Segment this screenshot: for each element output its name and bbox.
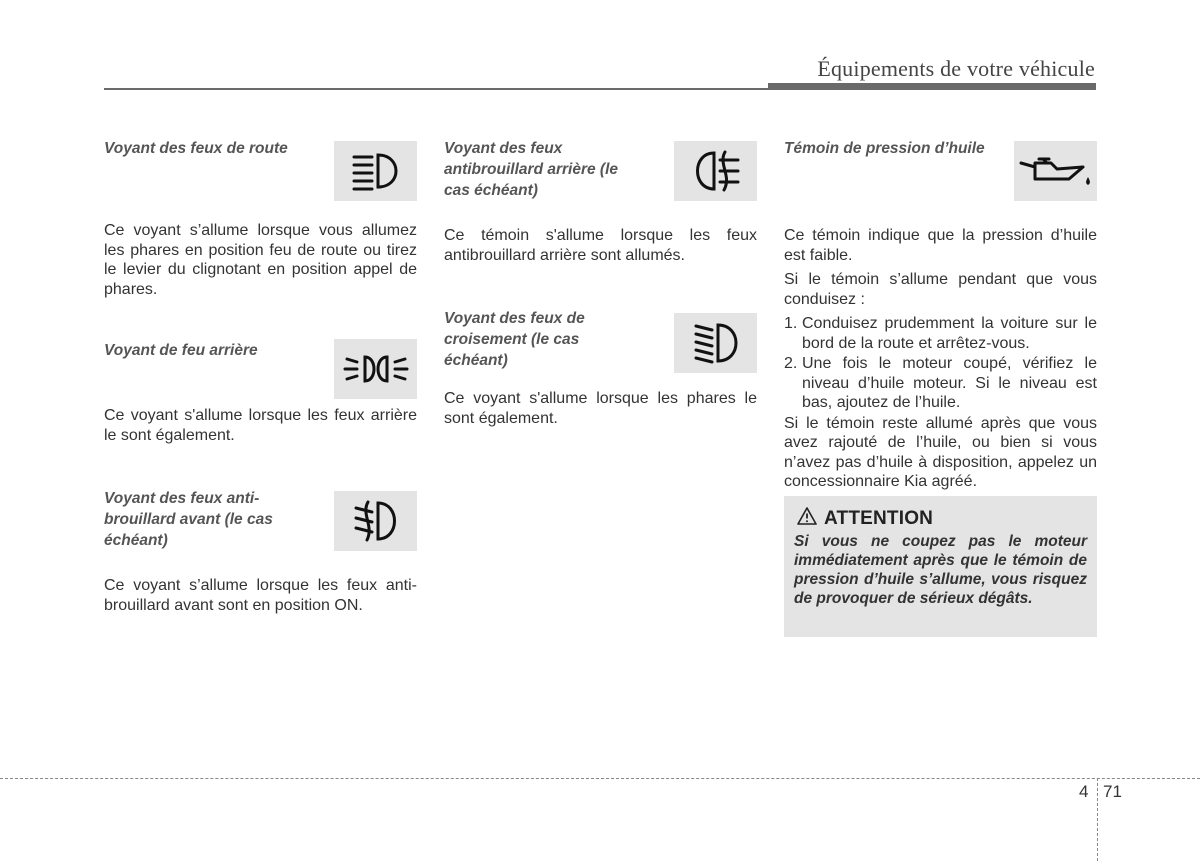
- header-rule: [104, 88, 768, 90]
- attention-text: Si vous ne coupez pas le moteur immédiatement après que le témoin de pression d’huile s’allume, vous risquez de provoquer de sérieux dégâts.: [794, 533, 1087, 607]
- rear-fog-light-icon: [674, 141, 757, 201]
- oil-pressure-steps: [784, 314, 1097, 413]
- attention-header: [796, 506, 933, 531]
- chapter-number: 4: [1079, 782, 1089, 801]
- section-title-tail-light: Voyant de feu arrière: [104, 342, 258, 359]
- oil-pressure-outro: Si le témoin reste allumé après que vous avez rajouté de l’huile, ou bien si vous n’avez pas d’huile à disposition, appelez un concessionnaire Kia agréé.: [784, 414, 1097, 490]
- page-header-title: Équipements de votre véhicule: [817, 56, 1095, 81]
- low-beam-icon: [674, 313, 757, 373]
- low-beam-description: Ce voyant s'allume lorsque les phares le sont également.: [444, 390, 757, 427]
- page-number: 71: [1103, 782, 1122, 801]
- front-fog-light-icon: [334, 491, 417, 551]
- section-title-high-beam: Voyant des feux de route: [104, 140, 288, 157]
- footer-page-separator: [1097, 778, 1098, 861]
- high-beam-description: Ce voyant s’allume lorsque vous allumez les phares en position feu de route ou tirez le levier du clignotant en position appel de phares.: [104, 222, 417, 298]
- section-title-rear-fog: Voyant des feux antibrouillard arrière (le cas échéant): [444, 140, 618, 199]
- high-beam-icon: [334, 141, 417, 201]
- tail-light-icon: [334, 339, 417, 399]
- header-rule-accent: [768, 83, 1096, 90]
- front-fog-description: Ce voyant s’allume lorsque les feux anti-brouillard avant sont en position ON.: [104, 577, 417, 614]
- section-title-oil-pressure: Témoin de pression d’huile: [784, 140, 985, 157]
- tail-light-description: Ce voyant s'allume lorsque les feux arrière le sont également.: [104, 407, 417, 444]
- attention-title: ATTENTION: [824, 507, 934, 529]
- oil-pressure-intro: Ce témoin indique que la pression d’huile est faible.: [784, 227, 1097, 264]
- rear-fog-description: Ce témoin s'allume lorsque les feux antibrouillard arrière sont allumés.: [444, 227, 757, 264]
- list-item: 2. Une fois le moteur coupé, vérifiez le niveau d’huile moteur. Si le niveau est bas, ajoutez de l’huile.: [784, 355, 1097, 411]
- section-title-front-fog: Voyant des feux anti-brouillard avant (le cas échéant): [104, 490, 273, 549]
- oil-pressure-icon: [1014, 141, 1097, 201]
- oil-pressure-if-on: Si le témoin s’allume pendant que vous conduisez :: [784, 271, 1097, 308]
- footer-divider: [0, 778, 1200, 779]
- warning-triangle-icon: [796, 506, 818, 531]
- section-title-low-beam: Voyant des feux de croisement (le cas échéant): [444, 310, 585, 369]
- list-item: 1. Conduisez prudemment la voiture sur le bord de la route et arrêtez-vous.: [784, 315, 1097, 352]
- oil-pressure-description: [784, 226, 1097, 497]
- attention-box: [784, 496, 1097, 637]
